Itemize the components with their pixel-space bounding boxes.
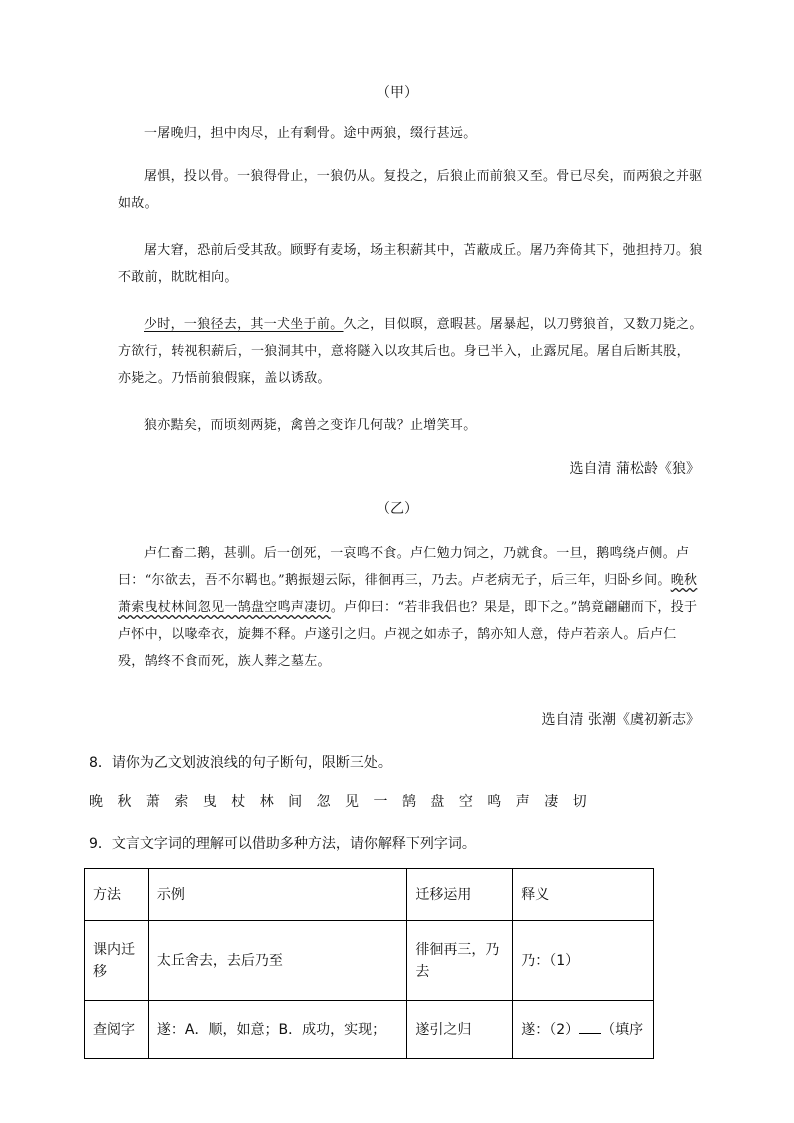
jia-underlined-sentence: 少时，一狼径去，其一犬坐于前。: [144, 317, 344, 332]
cell-example: 太丘舍去，去后乃至: [148, 921, 406, 1001]
fill-instruction: （填序: [601, 1021, 644, 1038]
cell-method: 课内迁移: [85, 921, 149, 1001]
header-method: 方法: [85, 869, 149, 921]
yi-paragraph: [118, 540, 703, 675]
table-header-row: [85, 869, 654, 921]
jia-paragraph-3: 屠大窘，恐前后受其敌。顾野有麦场，场主积薪其中，苫蔽成丘。屠乃奔倚其下，弛担持刀。狼不敢前，眈眈相向。: [118, 243, 703, 285]
cell-method: 查阅字: [85, 1001, 149, 1059]
cell-meaning: [513, 1001, 654, 1059]
answer-table: [84, 868, 654, 1059]
question-9: 9．文言文字词的理解可以借助多种方法，请你解释下列字词。: [89, 836, 476, 852]
jia-paragraph-1: 一屠晚归，担中肉尽，止有剩骨。途中两狼，缀行甚远。: [144, 126, 477, 141]
yi-source: 选自清 张潮《虞初新志》: [541, 712, 700, 728]
yi-text-before: 卢仁畜二鹅，甚驯。后一创死，一哀鸣不食。卢仁勉力饲之，乃就食。一旦，鹅鸣绕卢侧。卢曰：“尔欲去，吾不尔羁也。”鹅振翅云际，徘徊再三，乃去。卢老病无子，后三年，归卧乡间。: [118, 546, 690, 588]
header-example: 示例: [148, 869, 406, 921]
header-transfer: 迁移运用: [407, 869, 513, 921]
jia-paragraph-2: 屠惧，投以骨。一狼得骨止，一狼仍从。复投之，后狼止而前狼又至。骨已尽矣，而两狼之并驱如故。: [118, 169, 703, 211]
table-row: [85, 921, 654, 1001]
passage-yi-heading: （乙）: [376, 501, 418, 517]
question-8-characters: 晚 秋 萧 索 曳 杖 林 间 忽 见 一 鹄 盘 空 鸣 声 凄 切: [89, 794, 592, 810]
table-row: [85, 1001, 654, 1059]
header-meaning: 释义: [513, 869, 654, 921]
question-8: 8．请你为乙文划波浪线的句子断句，限断三处。: [89, 755, 392, 771]
jia-paragraph-4-rest: 久之，目似暝，意暇甚。屠暴起，以刀劈狼首，又数刀毙之。方欲行，转视积薪后，一狼洞其中，意将隧入以攻其后也。身已半入，止露尻尾。屠自后断其股，亦毙之。乃悟前狼假寐，盖以诱敌。: [118, 317, 703, 386]
answer-1-label: 乃：（1）: [521, 952, 580, 969]
cell-transfer: 遂引之归: [407, 1001, 513, 1059]
yi-wavy-sentence: 晚秋萧索曳杖林间忽见一鹄盘空鸣声凄切: [118, 573, 698, 615]
answer-2-label: 遂：（2）: [521, 1021, 580, 1038]
cell-example: 遂：A．顺，如意；B．成功，实现；: [148, 1001, 406, 1059]
jia-paragraph-4: [118, 311, 703, 392]
cell-meaning: [513, 921, 654, 1001]
cell-transfer: 徘徊再三，乃去: [407, 921, 513, 1001]
jia-source: 选自清 蒲松龄《狼》: [569, 461, 700, 477]
yi-text-after: 。卢仰曰：“若非我侣也？果是，即下之。”鹄竟翩翩而下，投于卢怀中，以喙牵衣，旋舞不释。卢遂引之归。卢视之如赤子，鹄亦知人意，侍卢若亲人。后卢仁殁，鹄终不食而死，族人葬之墓左。: [118, 600, 698, 669]
answer-2-blank[interactable]: [579, 1019, 601, 1034]
passage-jia-heading: （甲）: [376, 85, 418, 101]
jia-paragraph-5: 狼亦黠矣，而顷刻两毙，禽兽之变诈几何哉？止增笑耳。: [144, 418, 477, 433]
